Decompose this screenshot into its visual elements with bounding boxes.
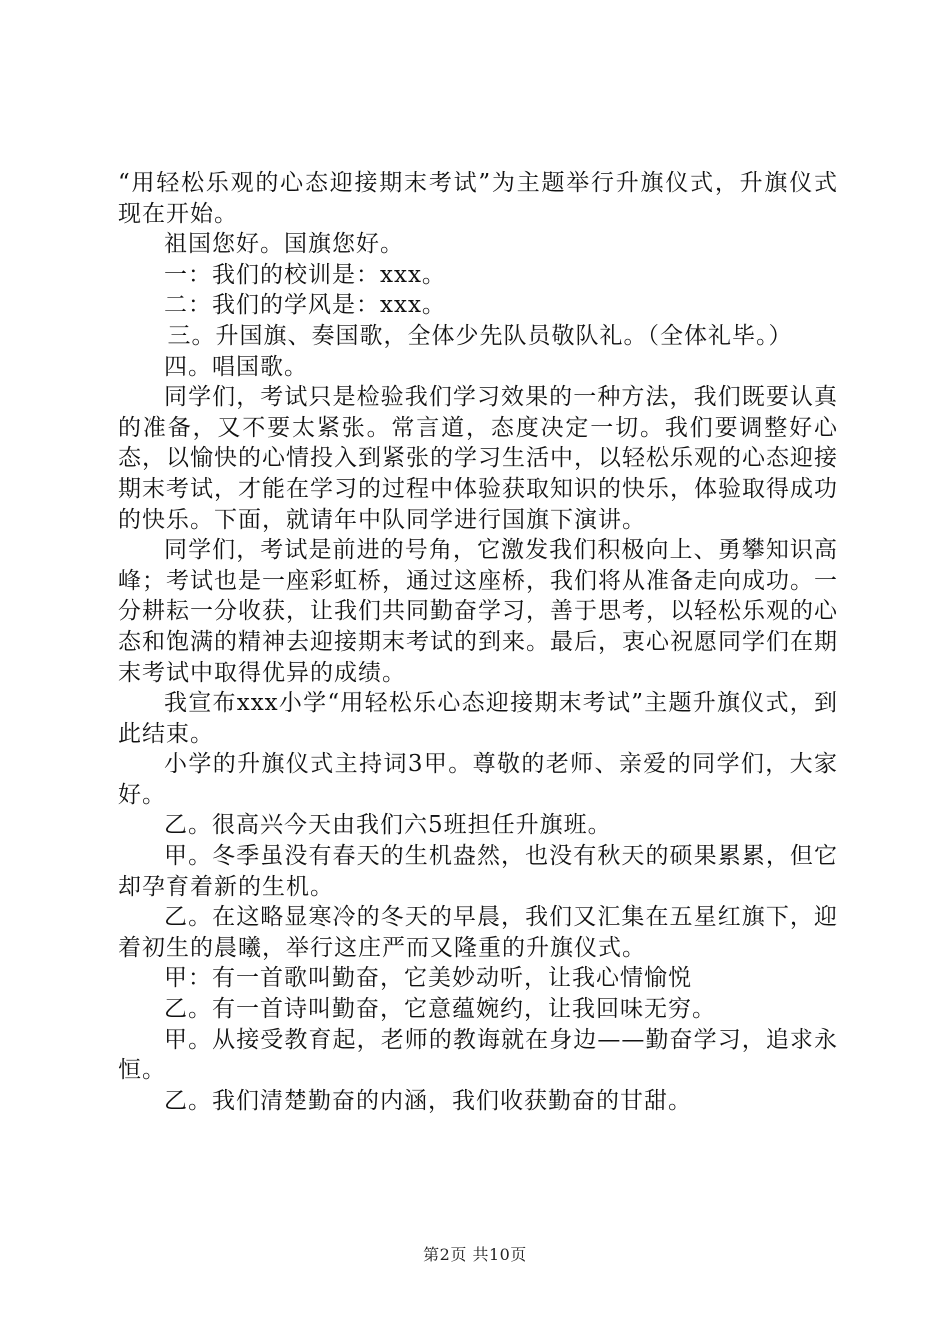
paragraph: 乙。很高兴今天由我们六5班担任升旗班。 [164, 812, 612, 839]
paragraph: “用轻松乐观的心态迎接期末考试”为主题举行升旗仪式，升旗仪式现在开始。 [118, 170, 838, 227]
document-body [118, 168, 838, 1116]
paragraph: 我宣布xxx小学“用轻松乐心态迎接期末考试”主题升旗仪式，到此结束。 [118, 690, 838, 747]
paragraph: 甲。从接受教育起，老师的教诲就在身边——勤奋学习，追求永恒。 [118, 1026, 838, 1084]
paragraph: 甲：有一首歌叫勤奋，它美妙动听，让我心情愉悦 [164, 965, 692, 992]
paragraph: 同学们，考试是前进的号角，它激发我们积极向上、勇攀知识高峰；考试也是一座彩虹桥，通过这座桥，我们将从准备走向成功。一分耕耘一分收获，让我们共同勤奋学习，善于思考，以轻松乐观的心态和饱满的精神去迎接期末考试的到来。最后，衷心祝愿同学们在期末考试中取得优异的成绩。 [118, 537, 838, 686]
paragraph: 小学的升旗仪式主持词3甲。尊敬的老师、亲爱的同学们，大家好。 [118, 751, 838, 808]
paragraph: 乙。我们清楚勤奋的内涵，我们收获勤奋的甘甜。 [164, 1087, 692, 1114]
paragraph: 甲。冬季虽没有春天的生机盎然，也没有秋天的硕果累累，但它却孕育着新的生机。 [118, 843, 838, 900]
paragraph: 二：我们的学风是：xxx。 [164, 292, 446, 319]
paragraph: 乙。在这略显寒冷的冬天的早晨，我们又汇集在五星红旗下，迎着初生的晨曦，举行这庄严而又隆重的升旗仪式。 [118, 904, 838, 961]
paragraph: 四。唱国歌。 [164, 353, 308, 380]
paragraph: 祖国您好。国旗您好。 [164, 231, 404, 258]
paragraph: 乙。有一首诗叫勤奋，它意蕴婉约，让我回味无穷。 [164, 996, 716, 1023]
paragraph: 一：我们的校训是：xxx。 [164, 261, 446, 288]
paragraph: 同学们，考试只是检验我们学习效果的一种方法，我们既要认真的准备，又不要太紧张。常言道，态度决定一切。我们要调整好心态，以愉快的心情投入到紧张的学习生活中，以轻松乐观的心态迎接期末考试，才能在学习的过程中体验获取知识的快乐，体验取得成功的快乐。下面，就请年中队同学进行国旗下演讲。 [118, 384, 838, 533]
paragraph: 三。升国旗、奏国歌，全体少先队员敬队礼。（全体礼毕。） [167, 322, 793, 349]
page-number-footer: 第2页 共10页 [423, 1245, 527, 1264]
